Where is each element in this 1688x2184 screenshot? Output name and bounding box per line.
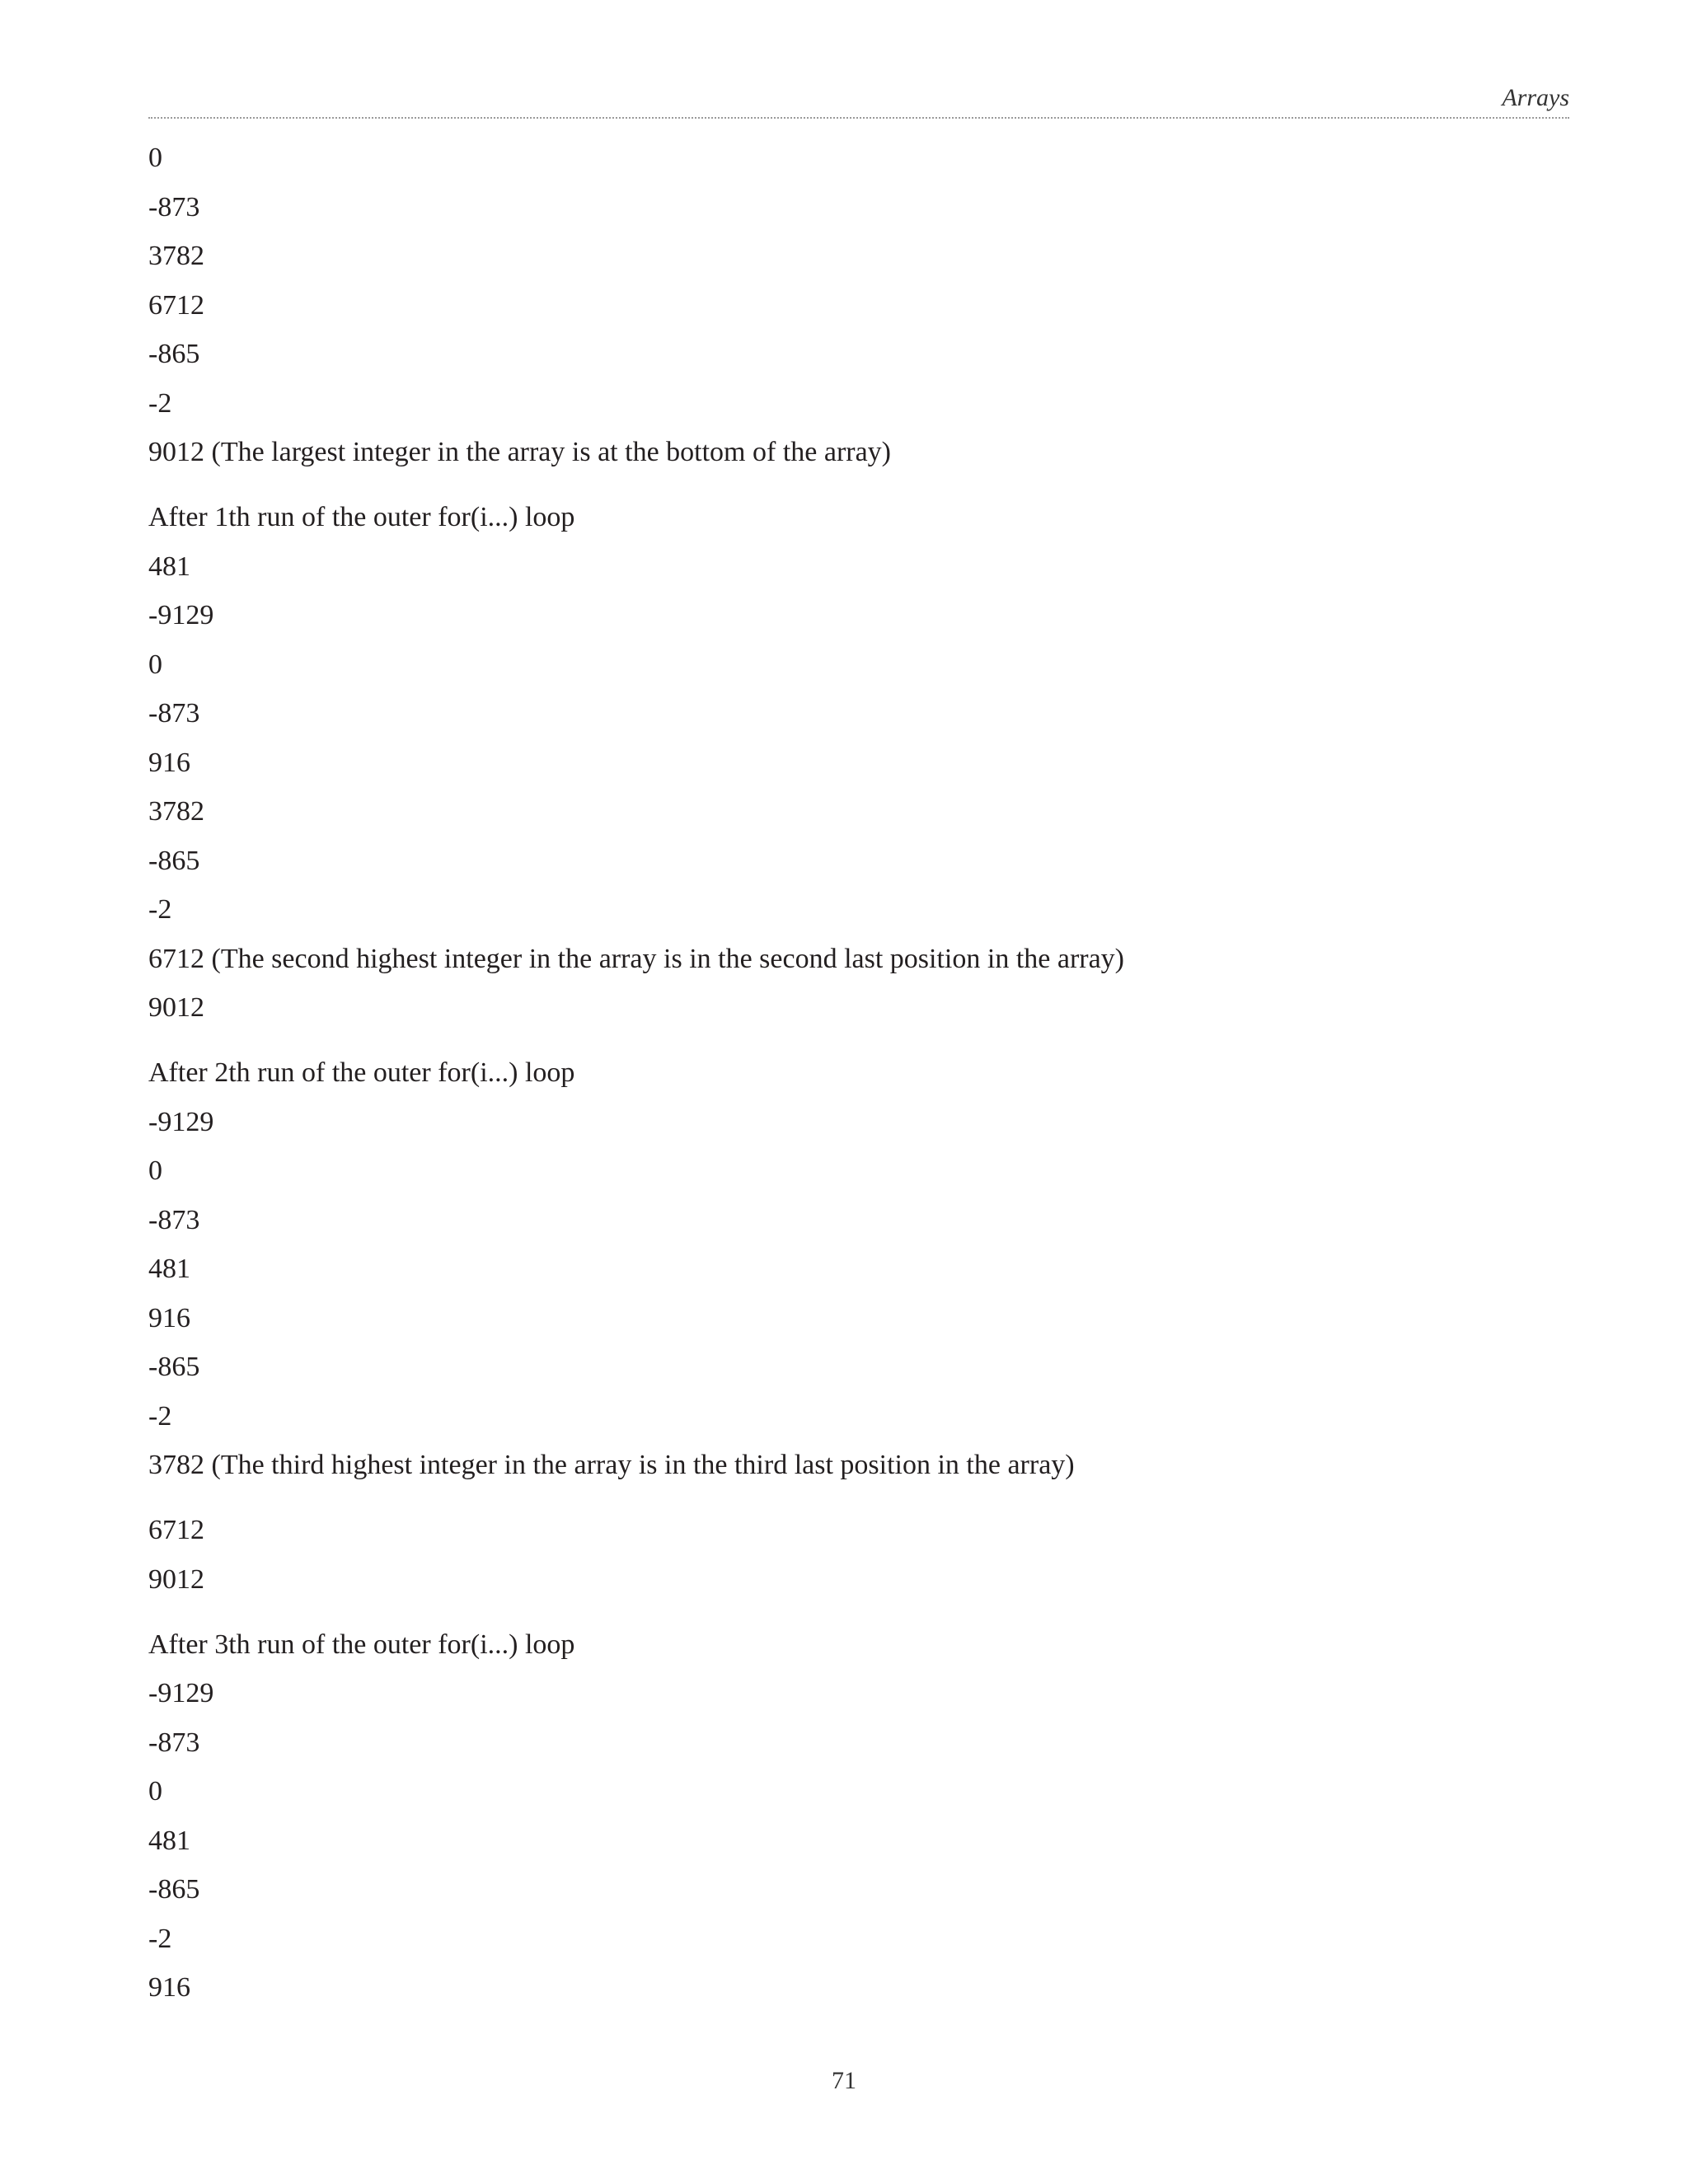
array-value-line: -865 [148,1352,200,1382]
array-value-line: -9129 [148,1107,214,1137]
array-value-line: -9129 [148,600,214,630]
array-value-line: -2 [148,1924,172,1954]
array-value-line: 481 [148,1254,190,1284]
array-value-line: -873 [148,1727,200,1758]
array-value-line: 0 [148,1155,162,1186]
array-value-line: 0 [148,143,162,173]
array-value-line: 481 [148,551,190,582]
page-number: 71 [832,2067,856,2094]
array-value-line: -865 [148,846,200,876]
array-value-line: 9012 [148,1564,204,1595]
array-value-line: 0 [148,1776,162,1807]
array-value-line: 6712 [148,1515,204,1545]
array-value-line: 3782 [148,796,204,827]
array-value-line: 6712 [148,290,204,321]
array-value-line-annotated: 3782 (The third highest integer in the array is in the third last position in the array) [148,1450,1075,1480]
running-header-title: Arrays [1502,84,1569,111]
array-value-line: -2 [148,388,172,419]
array-value-line: -873 [148,192,200,223]
array-value-line: -9129 [148,1678,214,1708]
array-value-line: -2 [148,1401,172,1432]
array-value-line: 916 [148,748,190,778]
array-value-line: -865 [148,339,200,369]
array-value-line: 916 [148,1303,190,1333]
array-value-line: 0 [148,649,162,680]
array-value-line: 916 [148,1972,190,2003]
loop-run-heading: After 3th run of the outer for(i...) loop [148,1629,575,1660]
array-value-line-annotated: 6712 (The second highest integer in the array is in the second last position in the array) [148,944,1125,974]
loop-run-heading: After 2th run of the outer for(i...) loop [148,1057,575,1088]
array-value-line-annotated: 9012 (The largest integer in the array is at the bottom of the array) [148,437,891,467]
running-header [148,82,1569,119]
array-value-line: -873 [148,1205,200,1235]
array-value-line: -865 [148,1874,200,1905]
array-value-line: -873 [148,698,200,729]
array-value-line: 9012 [148,992,204,1023]
array-value-line: 481 [148,1825,190,1856]
array-value-line: -2 [148,894,172,925]
loop-run-heading: After 1th run of the outer for(i...) loop [148,502,575,532]
array-value-line: 3782 [148,241,204,271]
